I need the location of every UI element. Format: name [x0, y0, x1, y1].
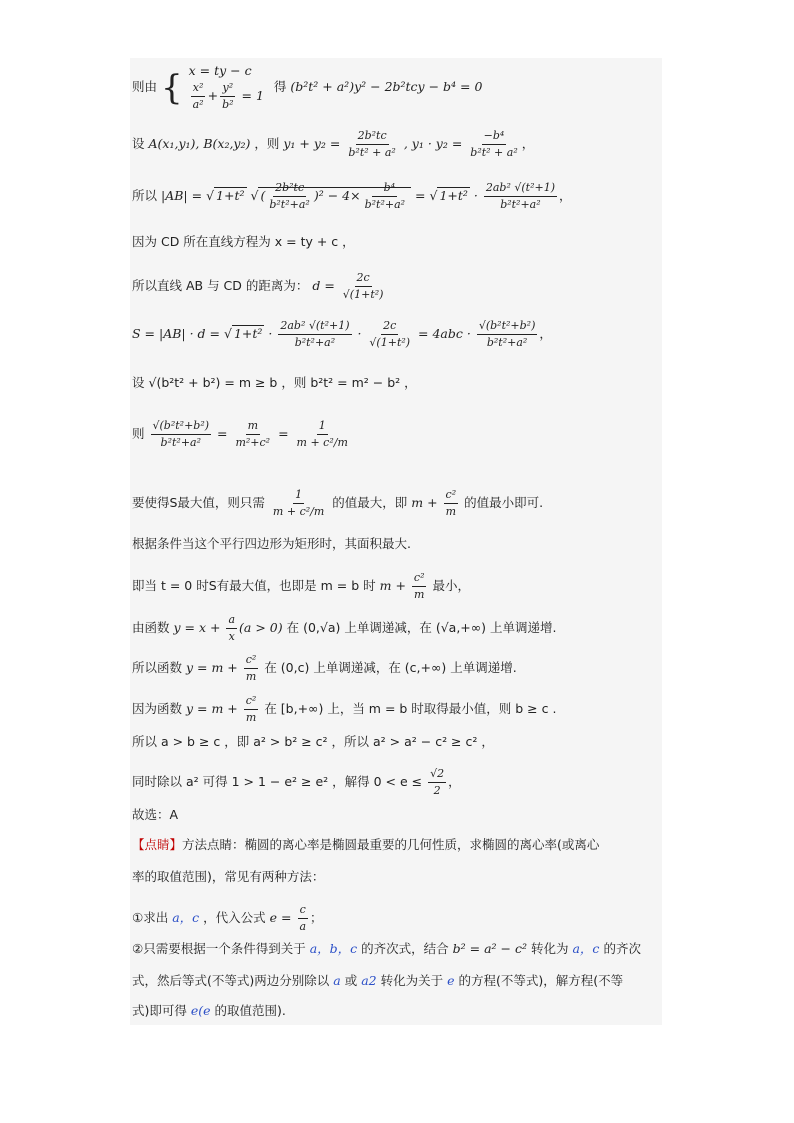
tip-line-1: 【点睛】方法点睛：椭圆的离心率是椭圆最重要的几何性质，求椭圆的离心率(或离心 [132, 837, 600, 852]
method-1-line: ①求出 a，c ，代入公式 e = $\frac{c}{a}$ ； [132, 903, 323, 933]
ratio-line: 则 $\frac{\text{√(b²t²+b²)}}{\text{b²t²+a²}}$ = $\frac{m}{\text{m²+c²}}$ = $\frac{1}{\text{m + c²/m}}$ [132, 419, 348, 449]
system-line: 则由 { x = ty − c $\frac{\text{x²}}{\text{a²}}$ + $\frac{\text{y²}}{\text{b²}}$ = 1 得 (b²t² + a²)y² − 2b²tcy − b⁴ = 0 [132, 63, 483, 111]
t-zero-line: 即当 t = 0 时S有最大值，也即是 m = b 时 m + $\frac{\text{c²}}{m}$ 最小， [132, 571, 470, 601]
function-line-2: 所以函数 y = m + $\frac{\text{c²}}{m}$ 在 (0,c) 上单调递减，在 (c,+∞) 上单调递增. [132, 653, 517, 683]
method-2-line: ②只需要根据一个条件得到关于 a，b，c 的齐次式，结合 b² = a² − c² 转化为 a，c 的齐次 [132, 941, 641, 956]
answer-line: 故选：A [132, 807, 179, 822]
tip-tag: 【点睛】 [132, 837, 183, 852]
ellipse-eq: $\frac{\text{x²}}{\text{a²}}$ + $\frac{\text{y²}}{\text{b²}}$ = 1 [192, 81, 264, 111]
distance-line: 所以直线 AB 与 CD 的距离为： d = $\frac{2c}{\text{√(1+t²)}}$ [132, 271, 384, 301]
method-2-line-b: 式，然后等式(不等式)两边分别除以 a 或 a2 转化为关于 e 的方程(不等式)，解方程(不等 [132, 973, 624, 988]
tip-line-2: 率的取值范围)，常见有两种方法： [132, 869, 325, 884]
substitution-line: 设 √(b²t² + b²) = m ≥ b ，则 b²t² = m² − b² ， [132, 375, 417, 390]
rectangle-line: 根据条件当这个平行四边形为矩形时，其面积最大. [132, 536, 411, 551]
method-2-line-c: 式)即可得 e(e 的取值范围). [132, 1003, 286, 1018]
eccentricity-line: 同时除以 a² 可得 1 > 1 − e² ≥ e² ，解得 0 < e ≤ $\frac{√2}{2}$ ， [132, 767, 461, 797]
eq-line: x = ty − c [188, 63, 252, 78]
function-line-1: 由函数 y = x + $\frac{a}{x}$ (a > 0) 在 (0,√a) 上单调递减，在 (√a,+∞) 上单调递增. [132, 613, 557, 643]
cd-line: 因为 CD 所在直线方程为 x = ty + c ， [132, 234, 355, 249]
vieta-line: 设 A(x₁,y₁), B(x₂,y₂) ，则 y₁ + y₂ = $\frac{\text{2b²tc}}{\text{b²t² + a²}}$ , y₁ · y₂ = $\frac{\text{−b⁴}}{\text{b²t² + a²}}$ ， [132, 129, 535, 159]
area-line: S = |AB| · d = √ 1+t² · $\frac{\text{2ab² √(t²+1)}}{\text{b²t²+a²}}$ · $\frac{2c}{\text{√(1+t²)}}$ = 4abc · $\frac{\text{√(b²t²+b²)}}{\text{b²t²+a²}}$ ， [132, 319, 552, 349]
inequality-line: 所以 a > b ≥ c ，即 a² > b² ≥ c² ，所以 a² > a² − c² ≥ c² ， [132, 734, 494, 749]
ab-length-line: 所以 |AB| = √ 1+t² √ ( $\frac{\text{2b²tc}}{\text{b²t²+a²}}$ )² − 4× $\frac{\text{−b⁴}}{\text{b²t²+a²}}$ = √ 1+t² · $\frac{\text{2ab² √(t²+1)}}{\text{b²t²+a²}}$ ， [132, 181, 572, 211]
max-condition-line: 要使得S最大值，则只需 $\frac{1}{\text{m + c²/m}}$ 的值最大，即 m + $\frac{\text{c²}}{m}$ 的值最小即可. [132, 488, 544, 518]
function-line-3: 因为函数 y = m + $\frac{\text{c²}}{m}$ 在 [b,+∞) 上，当 m = b 时取得最小值，则 b ≥ c . [132, 694, 557, 724]
